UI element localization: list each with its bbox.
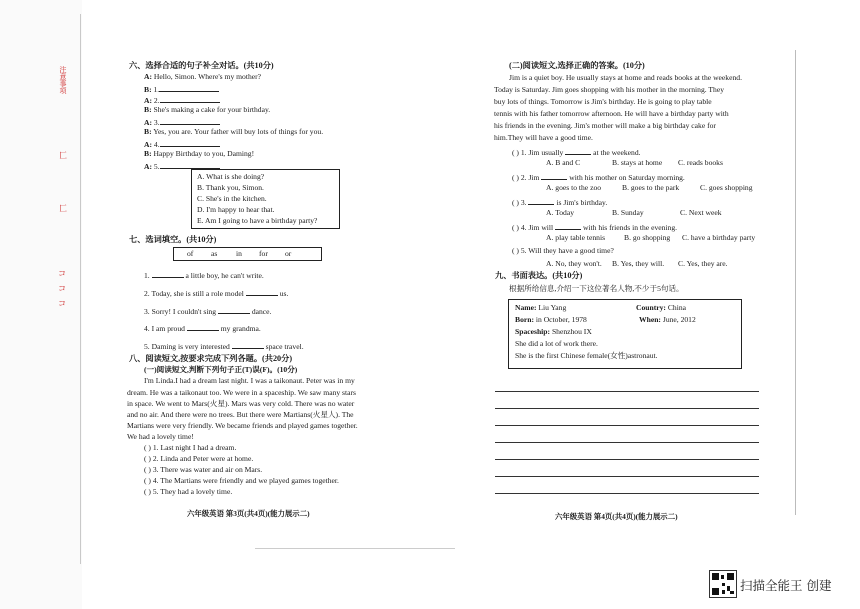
- writing-line[interactable]: [495, 476, 759, 477]
- word-bank-item: or: [285, 249, 292, 258]
- writing-line[interactable]: [495, 459, 759, 460]
- binding-margin: [0, 0, 82, 609]
- section-9-title: 九、书面表达。(共10分): [495, 271, 583, 280]
- word-bank-box: [173, 247, 322, 261]
- passage-line: Martians were very friendly. We became friends and played games together.: [127, 421, 358, 430]
- word-bank-item: of: [187, 249, 194, 258]
- margin-mark-4: コ: [58, 284, 66, 293]
- answer-blank[interactable]: [160, 116, 220, 125]
- word-bank-item: as: [211, 249, 218, 258]
- info-line: She is the first Chinese female(女性)astronaut.: [515, 351, 658, 360]
- info-country: Country: China: [636, 303, 686, 312]
- mc-options: A. B and C B. stays at home C. reads books: [546, 158, 723, 167]
- option-item: A. What is she doing?: [197, 172, 265, 181]
- passage-line: We had a lovely time!: [127, 432, 194, 441]
- fill-item: 5. Daming is very interested space travel.: [144, 342, 304, 351]
- writing-line[interactable]: [495, 408, 759, 409]
- mc-question[interactable]: ( ) 1. Jim usually at the weekend.: [512, 148, 641, 157]
- passage-line: and no air. And there were no trees. But there were Martians(火星人). The: [127, 410, 354, 419]
- mc-question[interactable]: ( ) 3. is Jim's birthday.: [512, 198, 608, 207]
- margin-mark-1: 匚: [59, 151, 67, 160]
- writing-line[interactable]: [495, 442, 759, 443]
- fill-item: 2. Today, she is still a role model us.: [144, 289, 289, 298]
- dialog-line: B: 1.: [144, 83, 219, 95]
- scan-edge: [795, 50, 796, 515]
- mc-options: A. goes to the zoo B. goes to the park C. goes shopping: [546, 183, 753, 192]
- writing-instruction: 根据所给信息,介绍一下这位著名人物,不少于5句话。: [509, 284, 684, 293]
- fill-blank[interactable]: [152, 269, 184, 278]
- word-bank-item: for: [259, 249, 268, 258]
- qr-code-icon: [709, 570, 737, 598]
- option-item: D. I'm happy to hear that.: [197, 205, 275, 214]
- mc-options: A. play table tennis B. go shopping C. have a birthday party: [546, 233, 756, 242]
- answer-blank[interactable]: [160, 160, 220, 169]
- tf-item[interactable]: ( ) 5. They had a lovely time.: [144, 487, 233, 496]
- fill-item: 4. I am proud my grandma.: [144, 324, 261, 333]
- fill-blank[interactable]: [246, 287, 278, 296]
- info-line: She did a lot of work there.: [515, 339, 598, 348]
- dialog-line: B: Yes, you are. Your father will buy lots of things for you.: [144, 127, 324, 136]
- answer-blank[interactable]: [159, 83, 219, 92]
- passage-line: buy lots of things. Tomorrow is Jim's birthday. He is going to play table: [494, 97, 712, 106]
- info-born: Born: in October, 1978: [515, 315, 587, 324]
- writing-line[interactable]: [495, 425, 759, 426]
- margin-mark-2: 匚: [59, 204, 67, 213]
- dialog-line: A: Hello, Simon. Where's my mother?: [144, 72, 262, 81]
- margin-mark-3: コ: [58, 269, 66, 278]
- margin-divider: [80, 14, 81, 564]
- mc-options: A. No, they won't. B. Yes, they will. C. Yes, they are.: [546, 259, 728, 268]
- section-8-title: 八、阅读短文,按要求完成下列各题。(共20分): [129, 354, 293, 363]
- scan-edge-bottom: [255, 548, 455, 549]
- fill-item: 1. a little boy, he can't write.: [144, 271, 264, 280]
- tf-item[interactable]: ( ) 2. Linda and Peter were at home.: [144, 454, 254, 463]
- passage-line: his friends in the evening. Jim's mother will make a big birthday cake for: [494, 121, 716, 130]
- dialog-line: B: She's making a cake for your birthday.: [144, 105, 271, 114]
- answer-blank[interactable]: [160, 94, 220, 103]
- reading-2-title: (二)阅读短文,选择正确的答案。(10分): [509, 61, 645, 70]
- word-bank-item: in: [236, 249, 242, 258]
- fill-blank[interactable]: [232, 340, 264, 349]
- section-7-title: 七、选词填空。(共10分): [129, 235, 217, 244]
- page-4-footer: 六年级英语 第4页(共4页)(能力展示二): [555, 512, 678, 521]
- passage-line: Jim is a quiet boy. He usually stays at home and reads books at the weekend.: [509, 73, 742, 82]
- margin-note: 注意事项: [59, 66, 67, 94]
- fill-item: 3. Sorry! I couldn't sing dance.: [144, 307, 272, 316]
- info-when: When: June, 2012: [639, 315, 696, 324]
- passage-line: in space. We went to Mars(火星). Mars was very cold. There was no water: [127, 399, 355, 408]
- page-3-footer: 六年级英语 第3页(共4页)(能力展示二): [187, 509, 310, 518]
- dialog-line: B: Happy Birthday to you, Daming!: [144, 149, 255, 158]
- mc-options: A. Today B. Sunday C. Next week: [546, 208, 722, 217]
- dialog-line: A: 5.: [144, 160, 220, 172]
- scanner-watermark: 扫描全能王 创建: [740, 578, 832, 593]
- option-item: E. Am I going to have a birthday party?: [197, 216, 318, 225]
- option-item: C. She's in the kitchen.: [197, 194, 267, 203]
- tf-item[interactable]: ( ) 4. The Martians were friendly and we played games together.: [144, 476, 339, 485]
- dialog-line: A: 3.: [144, 116, 220, 128]
- section-8-sub1: (一)阅读短文,判断下列句子正(T)误(F)。(10分): [144, 365, 298, 374]
- info-spaceship: Spaceship: Shenzhou IX: [515, 327, 592, 336]
- passage-line: I'm Linda.I had a dream last night. I was a taikonaut. Peter was in my: [144, 376, 355, 385]
- fill-blank[interactable]: [187, 322, 219, 331]
- tf-item[interactable]: ( ) 3. There was water and air on Mars.: [144, 465, 263, 474]
- mc-question[interactable]: ( ) 5. Will they have a good time?: [512, 246, 614, 255]
- option-item: B. Thank you, Simon.: [197, 183, 264, 192]
- mc-question[interactable]: ( ) 2. Jim with his mother on Saturday morning.: [512, 173, 685, 182]
- passage-line: him.They will have a good time.: [494, 133, 593, 142]
- fill-blank[interactable]: [218, 305, 250, 314]
- writing-line[interactable]: [495, 391, 759, 392]
- passage-line: dream. He was a taikonaut too. We were in a spaceship. We saw many stars: [127, 388, 356, 397]
- writing-line[interactable]: [495, 493, 759, 494]
- tf-item[interactable]: ( ) 1. Last night I had a dream.: [144, 443, 237, 452]
- mc-question[interactable]: ( ) 4. Jim will with his friends in the evening.: [512, 223, 678, 232]
- passage-line: Today is Saturday. Jim goes shopping with his mother in the morning. They: [494, 85, 725, 94]
- dialog-line: A: 2.: [144, 94, 220, 106]
- answer-blank[interactable]: [160, 138, 220, 147]
- dialog-line: A: 4.: [144, 138, 220, 150]
- margin-mark-5: コ: [58, 299, 66, 308]
- passage-line: tennis with his father tomorrow afternoon. He will have a birthday party with: [494, 109, 729, 118]
- info-name: Name: Liu Yang: [515, 303, 567, 312]
- section-6-title: 六、选择合适的句子补全对话。(共10分): [129, 61, 274, 70]
